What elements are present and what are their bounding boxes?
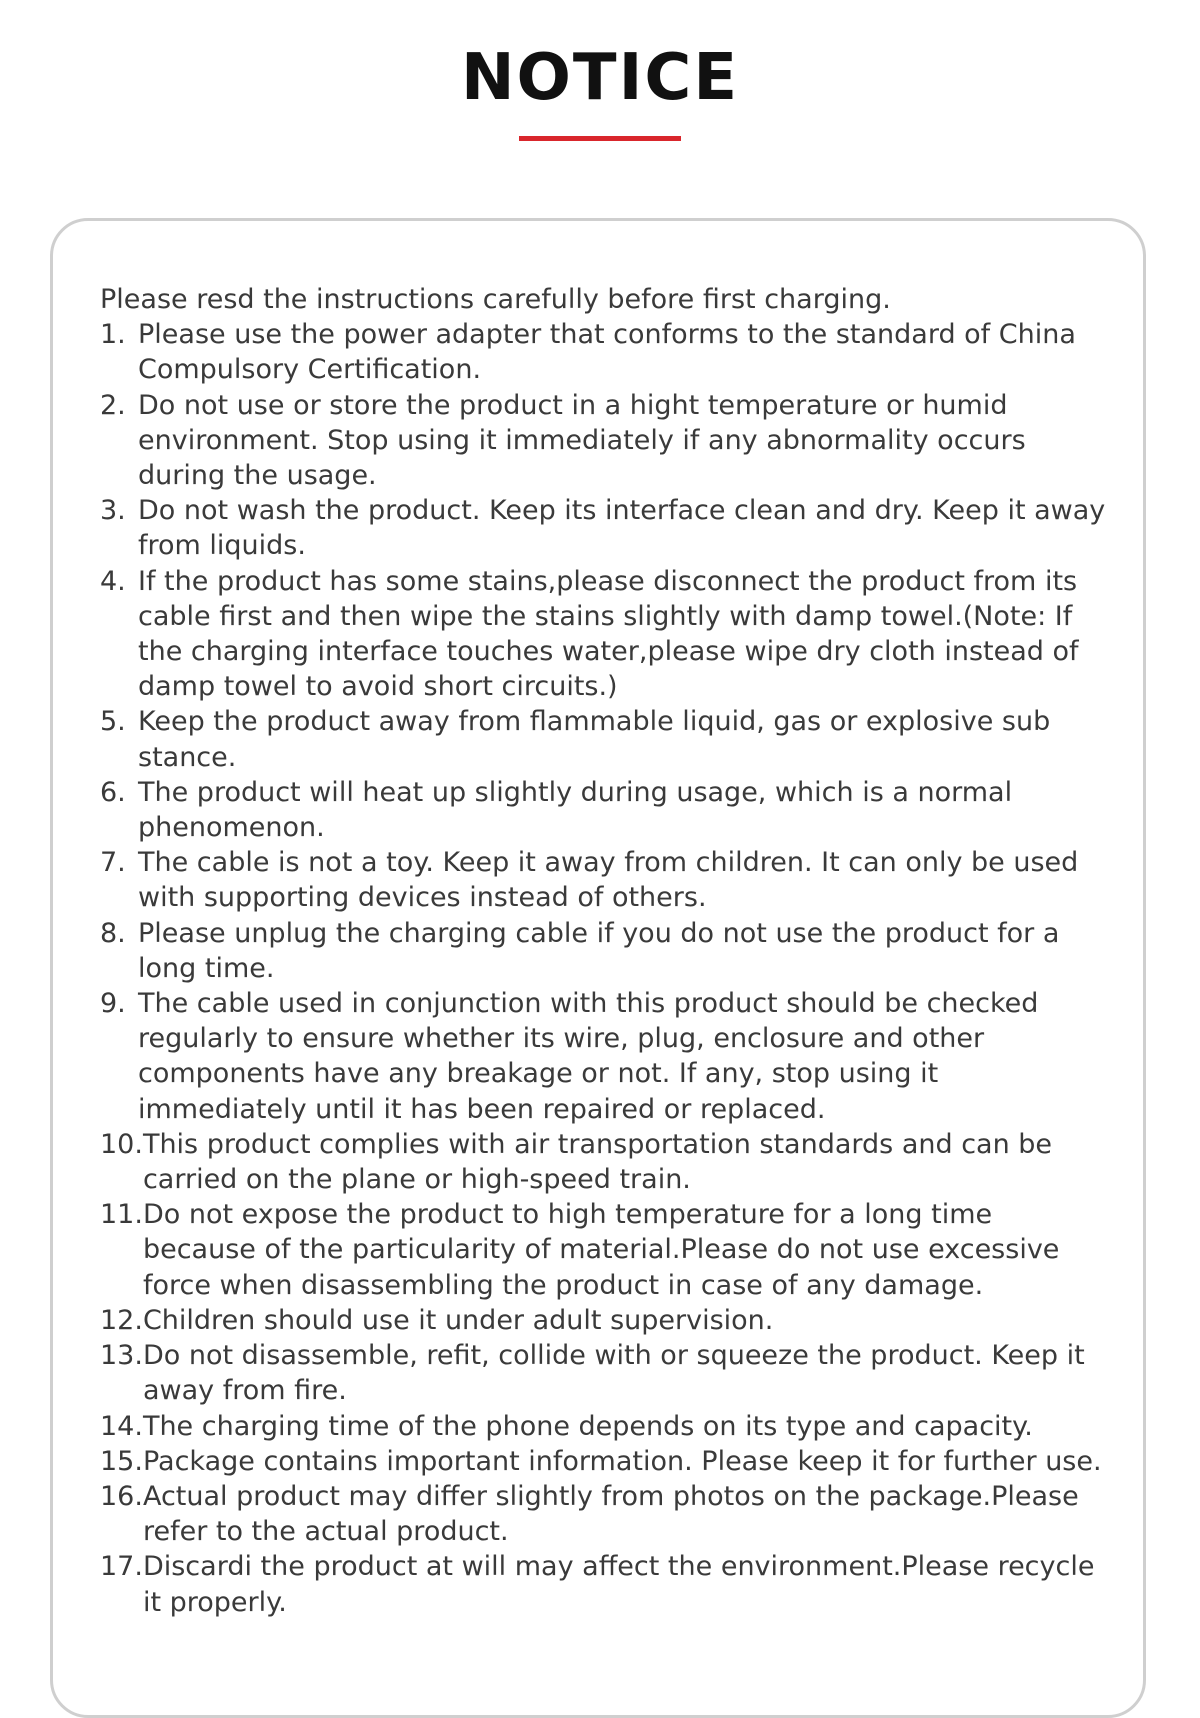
list-item xyxy=(100,775,1110,845)
item-text: Children should use it under adult supervision. xyxy=(142,1304,774,1336)
item-number: 1. xyxy=(100,319,126,351)
item-number: 2. xyxy=(100,389,126,421)
list-item xyxy=(100,986,1110,1127)
item-text: Please unplug the charging cable if you do not use the product for a long time. xyxy=(138,917,1060,984)
list-item xyxy=(100,564,1110,705)
item-number: 4. xyxy=(100,565,126,597)
item-text: Keep the product away from flammable liquid, gas or explosive sub stance. xyxy=(138,706,1051,773)
list-item xyxy=(100,916,1110,986)
item-text: Do not use or store the product in a hight temperature or humid environment. Stop using it immediately if any abnormality occurs during the usage. xyxy=(138,389,1026,492)
item-number: 15. xyxy=(100,1445,143,1477)
item-number: 10. xyxy=(100,1128,143,1160)
item-number: 13. xyxy=(100,1340,143,1372)
item-number: 7. xyxy=(100,847,126,879)
item-number: 9. xyxy=(100,988,126,1020)
list-item xyxy=(100,1197,1110,1303)
item-text: Do not expose the product to high temperature for a long time because of the particularity of material.Please do not use excessive force when disassembling the product in case of any damage. xyxy=(142,1199,1060,1301)
item-number: 11. xyxy=(100,1199,143,1231)
title-underline xyxy=(519,136,681,141)
page-title: NOTICE xyxy=(460,41,740,115)
list-item xyxy=(100,317,1110,387)
item-text: Do not disassemble, refit, collide with or squeeze the product. Keep it away from fire. xyxy=(142,1340,1085,1407)
list-item xyxy=(100,1549,1110,1619)
item-number: 17. xyxy=(100,1551,143,1583)
item-number: 16. xyxy=(100,1480,143,1512)
item-number: 12. xyxy=(100,1304,143,1336)
item-text: Package contains important information. Please keep it for further use. xyxy=(142,1445,1102,1477)
list-item xyxy=(100,845,1110,915)
intro-text: Please resd the instructions carefully before first charging. xyxy=(100,284,891,315)
item-text: Please use the power adapter that conforms to the standard of China Compulsory Certification. xyxy=(138,319,1076,386)
list-item xyxy=(100,1303,1110,1338)
item-text: The cable is not a toy. Keep it away from children. It can only be used with supporting devices instead of others. xyxy=(138,847,1079,914)
item-text: Actual product may differ slightly from photos on the package.Please refer to the actual product. xyxy=(142,1480,1079,1548)
list-item xyxy=(100,704,1110,774)
list-item xyxy=(100,493,1110,563)
item-text: The cable used in conjunction with this product should be checked regularly to ensure whether its wire, plug, enclosure and other components have any breakage or not. If any, stop using it immediately until it has been repaired or replaced. xyxy=(138,988,1039,1125)
item-text: If the product has some stains,please disconnect the product from its cable first and then wipe the stains slightly with damp towel.(Note: If the charging interface touches water,please wipe dry cloth instead of damp towel to avoid short circuits.) xyxy=(138,565,1079,703)
item-text: Do not wash the product. Keep its interface clean and dry. Keep it away from liquids. xyxy=(138,495,1106,562)
item-text: The product will heat up slightly during usage, which is a normal phenomenon. xyxy=(138,776,1013,844)
notice-content xyxy=(100,282,1110,1620)
item-number: 5. xyxy=(100,706,126,738)
list-item xyxy=(100,1409,1110,1444)
notice-list xyxy=(100,317,1110,1620)
item-number: 3. xyxy=(100,495,126,527)
item-number: 8. xyxy=(100,917,126,949)
item-number: 6. xyxy=(100,776,126,808)
list-item xyxy=(100,1444,1110,1479)
item-text: Discardi the product at will may affect the environment.Please recycle it properly. xyxy=(142,1551,1095,1618)
list-item xyxy=(100,1338,1110,1408)
list-item xyxy=(100,1479,1110,1549)
list-item xyxy=(100,388,1110,494)
item-text: This product complies with air transportation standards and can be carried on the plane or high-speed train. xyxy=(142,1128,1053,1196)
list-item xyxy=(100,1127,1110,1197)
item-number: 14. xyxy=(100,1410,143,1442)
item-text: The charging time of the phone depends on its type and capacity. xyxy=(142,1410,1033,1442)
